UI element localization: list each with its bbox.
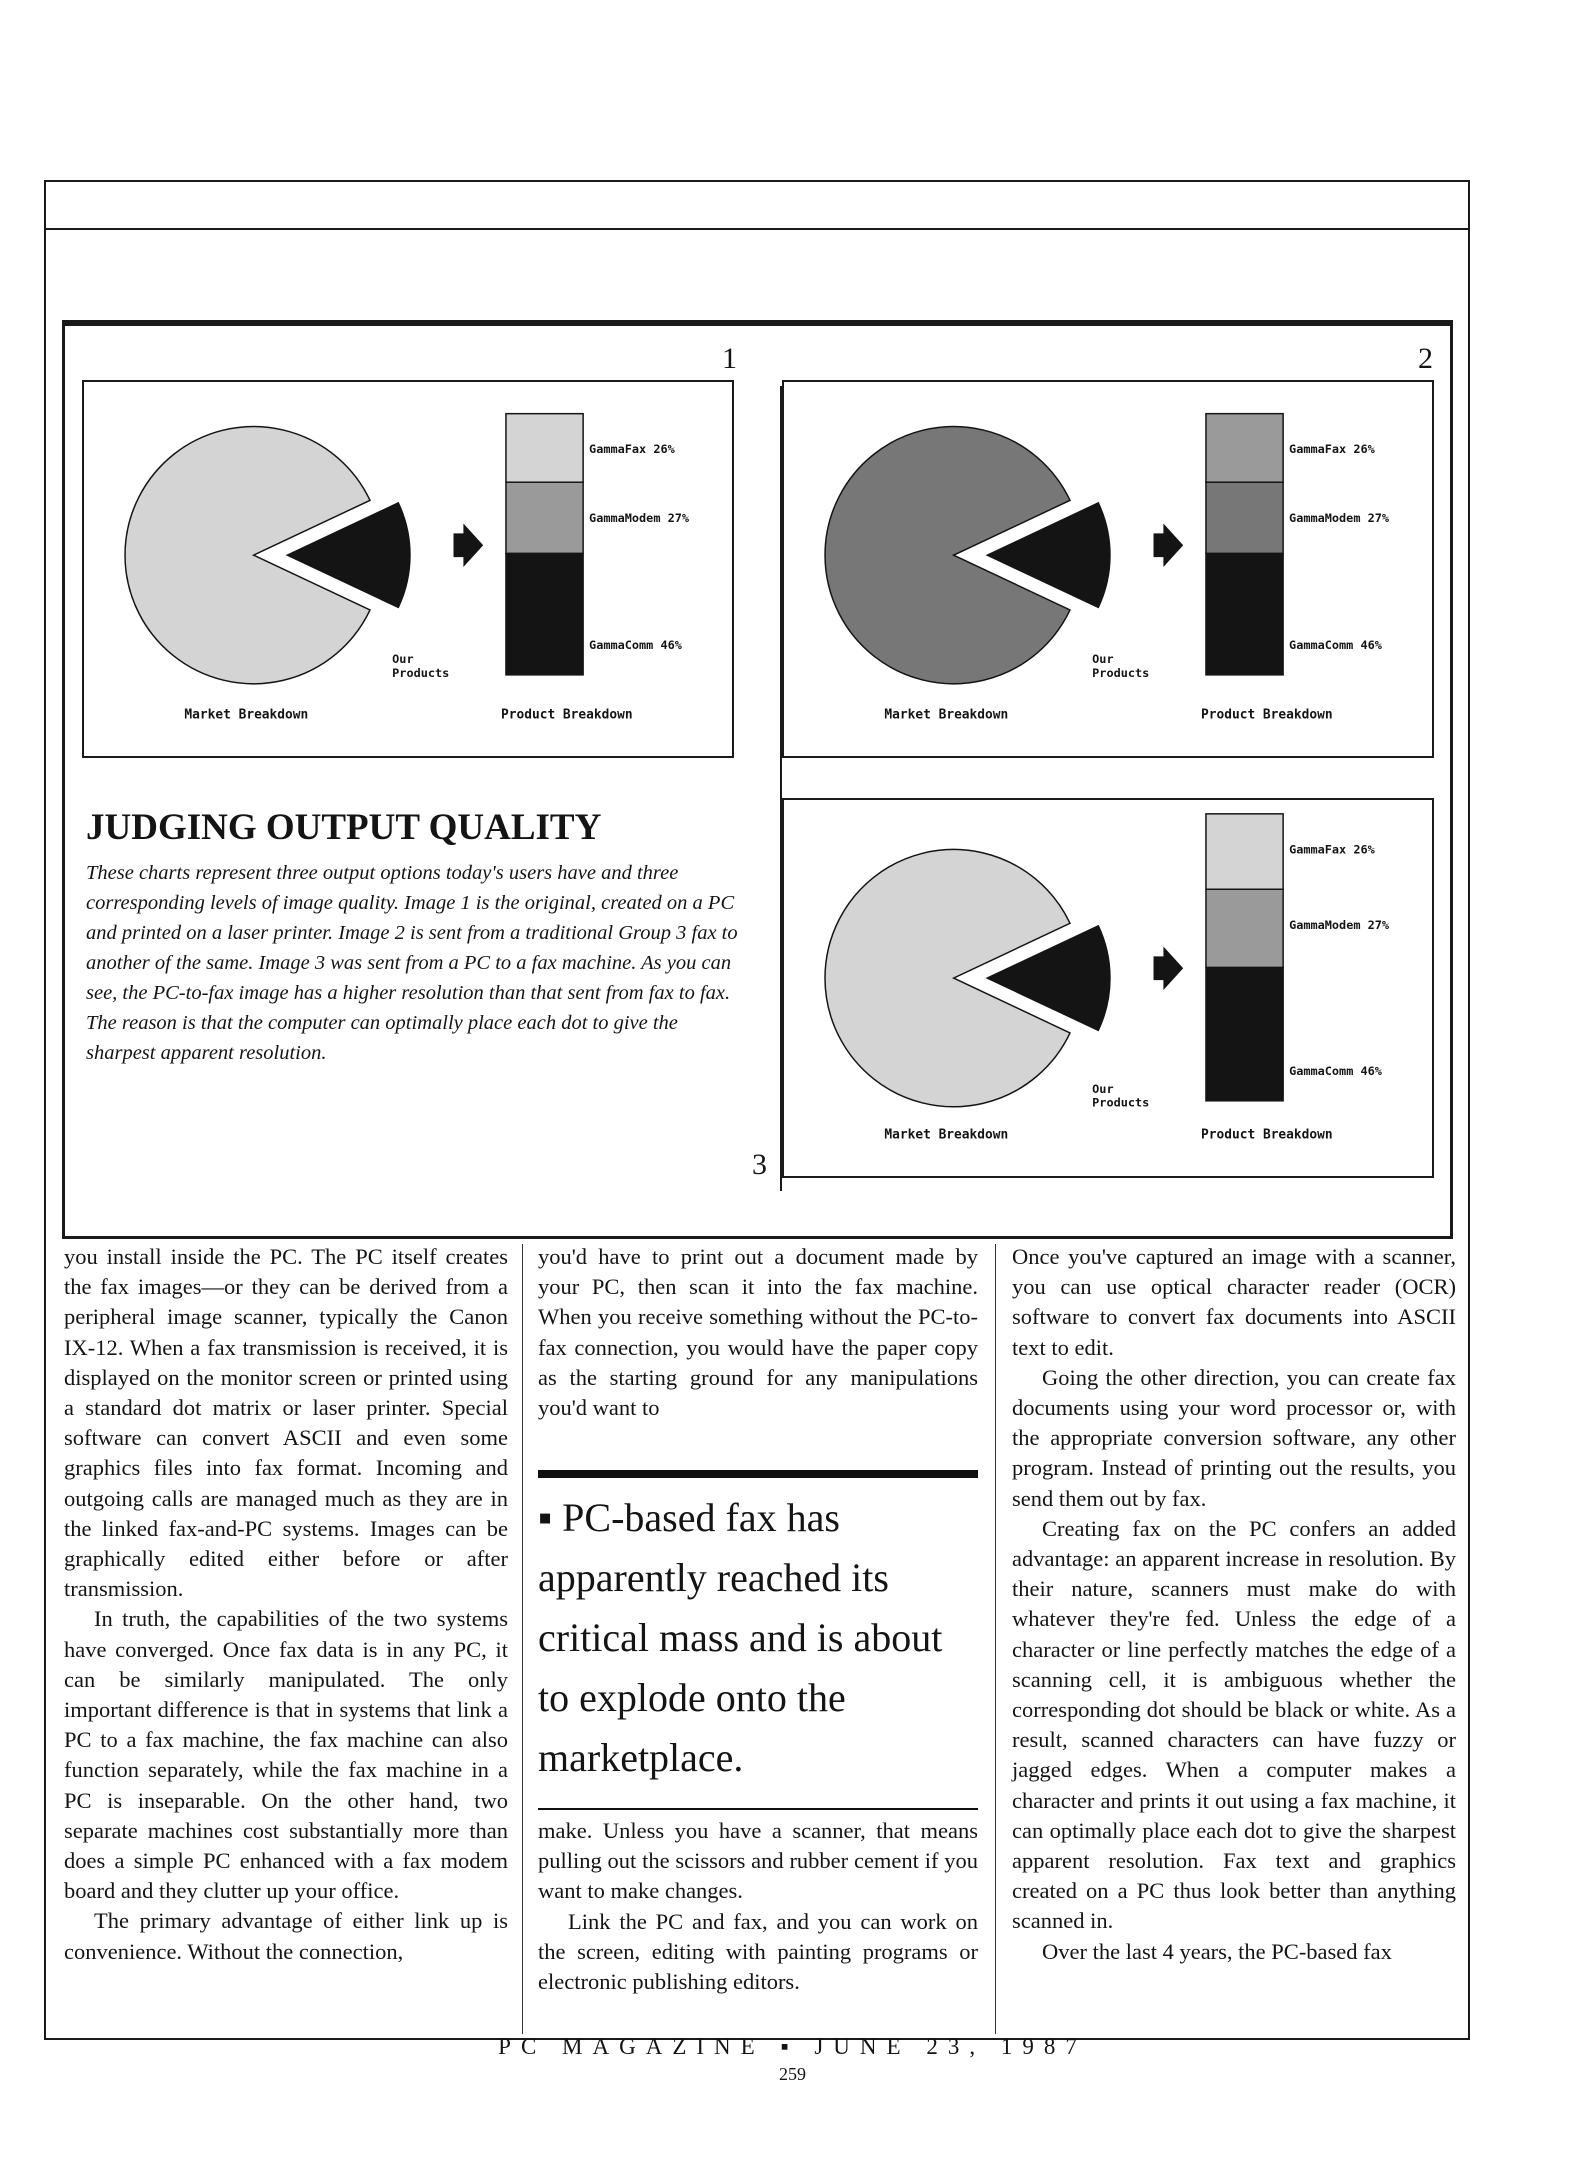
arrow-icon xyxy=(1154,946,1184,990)
panel-number-2: 2 xyxy=(1418,342,1433,375)
chart-svg xyxy=(784,382,1432,756)
col2-paragraph: you'd have to print out a document made by your PC, then scan it into the fax machine. When you receive something without the PC-to-fax connection, you would have the paper copy as the starting ground for any manipulations you'd want to xyxy=(538,1244,978,1421)
pie-title: Market Breakdown xyxy=(884,1127,1009,1143)
chart-panel-1 xyxy=(82,380,734,758)
bar-title: Product Breakdown xyxy=(1201,1127,1333,1143)
page-number: 259 xyxy=(779,2064,806,2084)
col2-paragraph: make. Unless you have a scanner, that means pulling out the scissors and rubber cement if you want to make changes. xyxy=(538,1818,978,1904)
bar-segment-label: GammaComm 46% xyxy=(1289,638,1382,653)
col1-paragraph: you install inside the PC. The PC itself creates the fax images—or they can be derived from a peripheral image scanner, typically the Canon IX-12. When a fax transmission is received, it is displayed on the monitor screen or printed using a standard dot matrix or laser printer. Special software can convert ASCII and even some graphics files into fax format. Incoming and outgoing calls are managed much as they are in the linked fax-and-PC systems. Images can be graphically edited either before or after transmission. xyxy=(64,1244,508,1602)
pie-callout-label: Our xyxy=(392,651,414,666)
pie-title: Market Breakdown xyxy=(184,707,309,723)
bar-segment-label: GammaFax 26% xyxy=(1289,442,1375,457)
pie-callout-label: Products xyxy=(392,665,450,680)
column-rule xyxy=(995,1244,996,2034)
col3-paragraph: Over the last 4 years, the PC-based fax xyxy=(1042,1938,1392,1964)
chart-panel-3 xyxy=(782,798,1434,1178)
pullquote: ▪ PC-based fax has apparently reached its critical mass and is about to explode onto the marketplace. xyxy=(538,1495,943,1780)
bar-segment-label: GammaModem 27% xyxy=(1289,917,1390,932)
pie-callout-label: Products xyxy=(1092,665,1150,680)
pie-callout-label: Our xyxy=(1092,651,1114,666)
bar-title: Product Breakdown xyxy=(1201,707,1333,723)
bar-segment-gammamodem xyxy=(506,482,583,553)
bar-title: Product Breakdown xyxy=(501,707,633,723)
bar-segment-label: GammaComm 46% xyxy=(589,638,682,653)
chart-svg xyxy=(84,382,732,756)
header-rule xyxy=(44,228,1470,230)
bar-segment-gammacomm xyxy=(1206,968,1283,1101)
col3-paragraph: Creating fax on the PC confers an added advantage: an apparent increase in resolution. By their nature, scanners must make do with whatever they're fed. Unless the edge of a character or line perfectly matches the edge of a scanning cell, it is ambiguous whether the corresponding dot should be black or white. As a result, scanned characters can have fuzzy or jagged edges. When a computer makes a character and prints it out using a fax machine, it can optimally place each dot to give the sharpest apparent resolution. Fax text and graphics created on a PC thus look better than anything scanned in. xyxy=(1012,1515,1456,1934)
panel-number-3: 3 xyxy=(752,1148,767,1181)
bar-segment-gammafax xyxy=(1206,814,1283,889)
bar-segment-label: GammaFax 26% xyxy=(589,442,675,457)
col3-paragraph: Once you've captured an image with a scanner, you can use optical character reader (OCR) software to convert fax documents into ASCII text to edit. xyxy=(1012,1244,1456,1360)
bar-segment-gammamodem xyxy=(1206,482,1283,553)
figure-caption: These charts represent three output options today's users have and three corresponding levels of image quality. Image 1 is the original, created on a PC and printed on a laser printer. Image 2 is sent from a traditional Group 3 fax to another of the same. Image 3 was sent from a PC to a fax machine. As you can see, the PC-to-fax image has a higher resolution than that sent from fax to fax. The reason is that the computer can optimally place each dot to give the sharpest apparent resolution. xyxy=(86,862,738,1064)
bar-segment-gammamodem xyxy=(1206,889,1283,967)
article-column-2 xyxy=(538,1242,978,1423)
bar-segment-gammacomm xyxy=(1206,553,1283,674)
panel-number-1: 1 xyxy=(722,342,737,375)
arrow-icon xyxy=(454,523,484,567)
arrow-icon xyxy=(1154,523,1184,567)
bar-segment-label: GammaComm 46% xyxy=(1289,1064,1382,1079)
pie-callout-label: Our xyxy=(1092,1081,1114,1096)
running-footer: PC MAGAZINE ▪ JUNE 23, 1987 xyxy=(498,2034,1087,2059)
chart-svg xyxy=(784,800,1432,1176)
col1-paragraph: The primary advantage of either link up is convenience. Without the connection, xyxy=(64,1908,508,1964)
col2-paragraph: Link the PC and fax, and you can work on the screen, editing with painting programs or electronic publishing editors. xyxy=(538,1908,978,1995)
column-rule xyxy=(522,1244,523,2034)
pie-title: Market Breakdown xyxy=(884,707,1009,723)
pullquote-rule-top xyxy=(538,1470,978,1478)
bar-segment-gammacomm xyxy=(506,553,583,674)
bar-segment-label: GammaModem 27% xyxy=(1289,510,1390,525)
pullquote-rule-bottom xyxy=(538,1808,978,1810)
pie-callout-label: Products xyxy=(1092,1095,1150,1110)
bar-segment-label: GammaFax 26% xyxy=(1289,842,1375,857)
bar-segment-gammafax xyxy=(1206,414,1283,483)
article-column-3 xyxy=(1012,1242,1456,1967)
chart-panel-2 xyxy=(782,380,1434,758)
article-column-1 xyxy=(64,1242,508,1967)
col1-paragraph: In truth, the capabilities of the two systems have converged. Once fax data is in any PC, it can be similarly manipulated. The only important difference is that in systems that link a PC to a fax machine, the fax machine can also function separately, while the fax machine in a PC is inseparable. On the other hand, two separate machines cost substantially more than does a simple PC enhanced with a fax modem board and they clutter up your office. xyxy=(64,1606,508,1904)
article-column-2-continued xyxy=(538,1816,978,1997)
bar-segment-label: GammaModem 27% xyxy=(589,510,690,525)
col3-paragraph: Going the other direction, you can create fax documents using your word processor or, with the appropriate conversion software, any other program. Instead of printing out the results, you send them out by fax. xyxy=(1012,1364,1456,1511)
bar-segment-gammafax xyxy=(506,414,583,483)
figure-title: JUDGING OUTPUT QUALITY xyxy=(86,807,602,848)
